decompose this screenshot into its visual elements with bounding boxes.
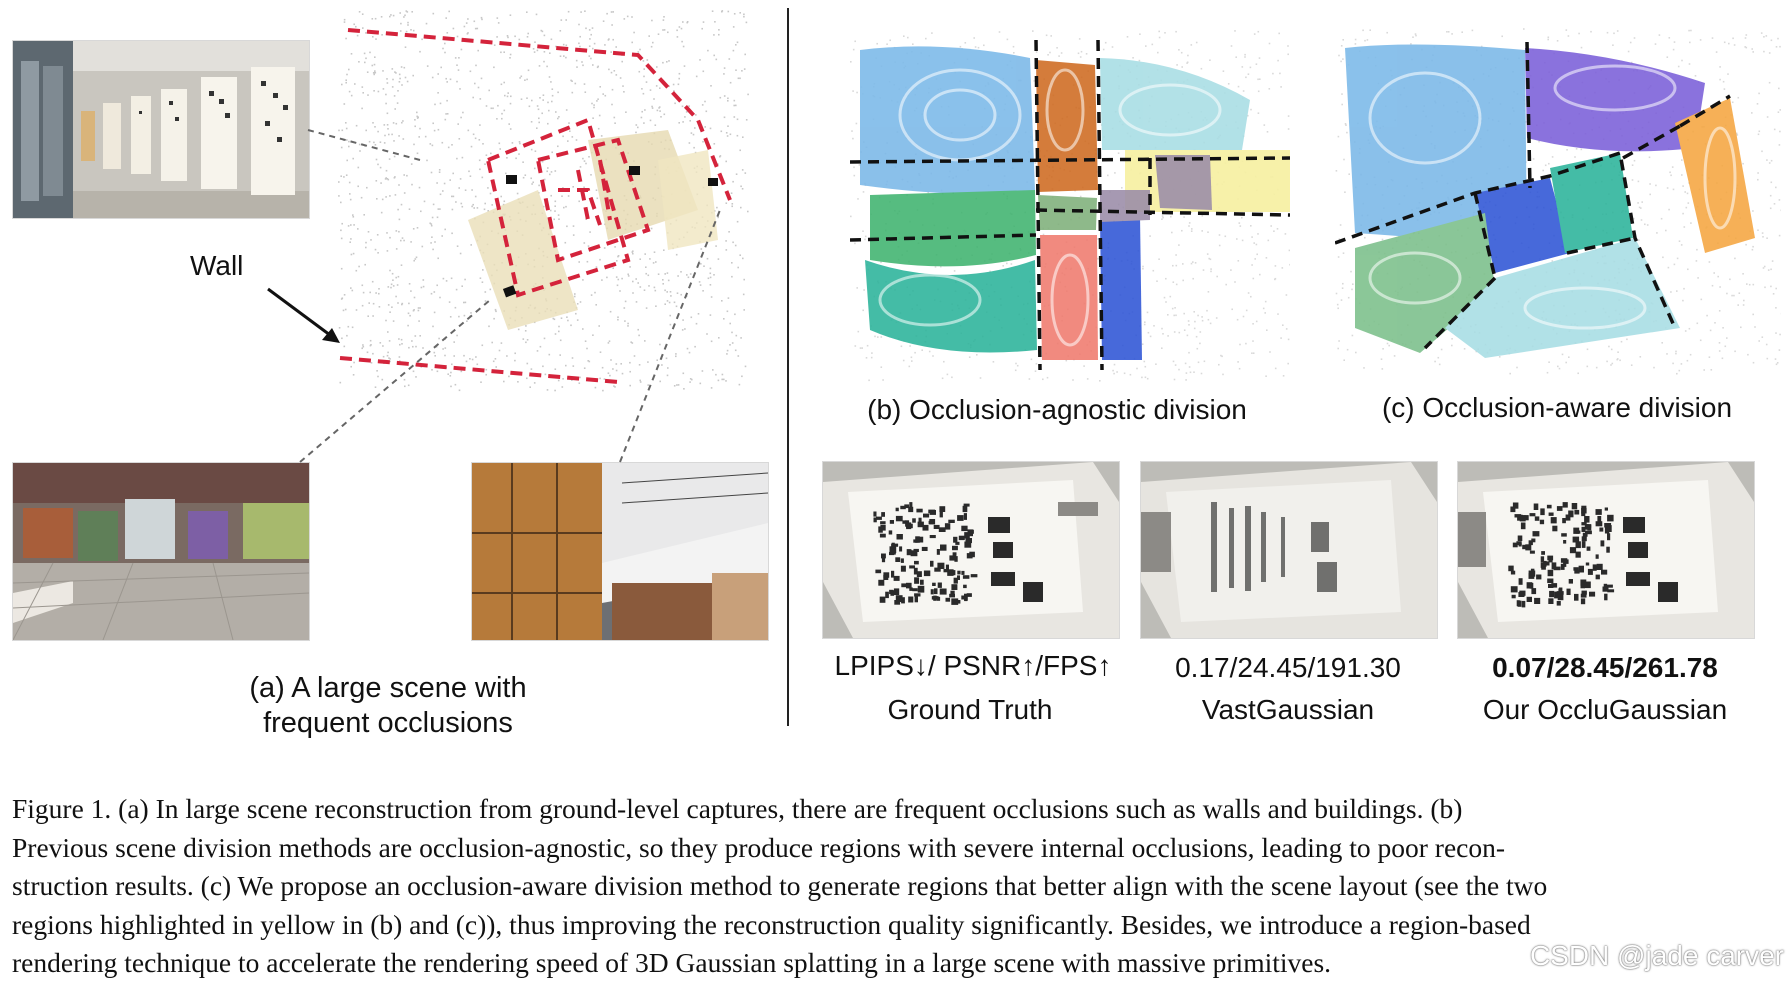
caption-line: struction results. (c) We propose an occlusion-aware division method to generate regions that better align with the scene layout (see the two bbox=[12, 870, 1548, 901]
occlusion-aware-map bbox=[1335, 28, 1781, 383]
panel-b-caption: (b) Occlusion-agnostic division bbox=[867, 394, 1247, 425]
occlugaussian-render bbox=[1457, 461, 1755, 639]
caption-line: rendering technique to accelerate the rendering speed of 3D Gaussian splatting in a large scene with massive primitives. bbox=[12, 947, 1332, 978]
caption-line: Previous scene division methods are occlusion-agnostic, so they produce regions with severe internal occlusions, leading to poor recon- bbox=[12, 831, 1506, 863]
point-cloud-map-a bbox=[338, 10, 758, 400]
occlusion-agnostic-map bbox=[850, 30, 1290, 390]
caption-line: Figure 1. (a) In large scene reconstruction from ground-level captures, there are frequent occlusions such as walls and buildings. (b) bbox=[12, 793, 1463, 824]
occlugaussian-label: Our OccluGaussian bbox=[1482, 694, 1728, 725]
vastgaussian-label: VastGaussian bbox=[1201, 694, 1375, 725]
vastgaussian-metrics: 0.17/24.45/191.30 bbox=[1175, 652, 1401, 683]
ground-truth-label: Ground Truth bbox=[887, 694, 1053, 725]
panel-c-caption: (c) Occlusion-aware division bbox=[1381, 392, 1733, 423]
caption-line: regions highlighted in yellow in (b) and (c)), thus improving the reconstruction quality significantly. Besides, we introduce a region-based bbox=[12, 908, 1531, 940]
vastgaussian-render bbox=[1140, 461, 1438, 639]
panel-a-caption-line2: frequent occlusions bbox=[263, 707, 513, 739]
panel-divider bbox=[787, 8, 789, 726]
watermark: CSDN @jade carver bbox=[1529, 940, 1784, 971]
metric-header: LPIPS↓/ PSNR↑/FPS↑ bbox=[834, 650, 1112, 681]
gallery-photo bbox=[12, 40, 310, 219]
ground-truth-render bbox=[822, 461, 1120, 639]
atrium-photo bbox=[471, 462, 769, 641]
occlugaussian-metrics: 0.07/28.45/261.78 bbox=[1492, 652, 1718, 683]
lobby-photo bbox=[12, 462, 310, 641]
wall-label: Wall bbox=[190, 250, 244, 281]
figure-caption bbox=[12, 790, 1776, 983]
panel-a-caption-line1: (a) A large scene with bbox=[249, 672, 527, 704]
